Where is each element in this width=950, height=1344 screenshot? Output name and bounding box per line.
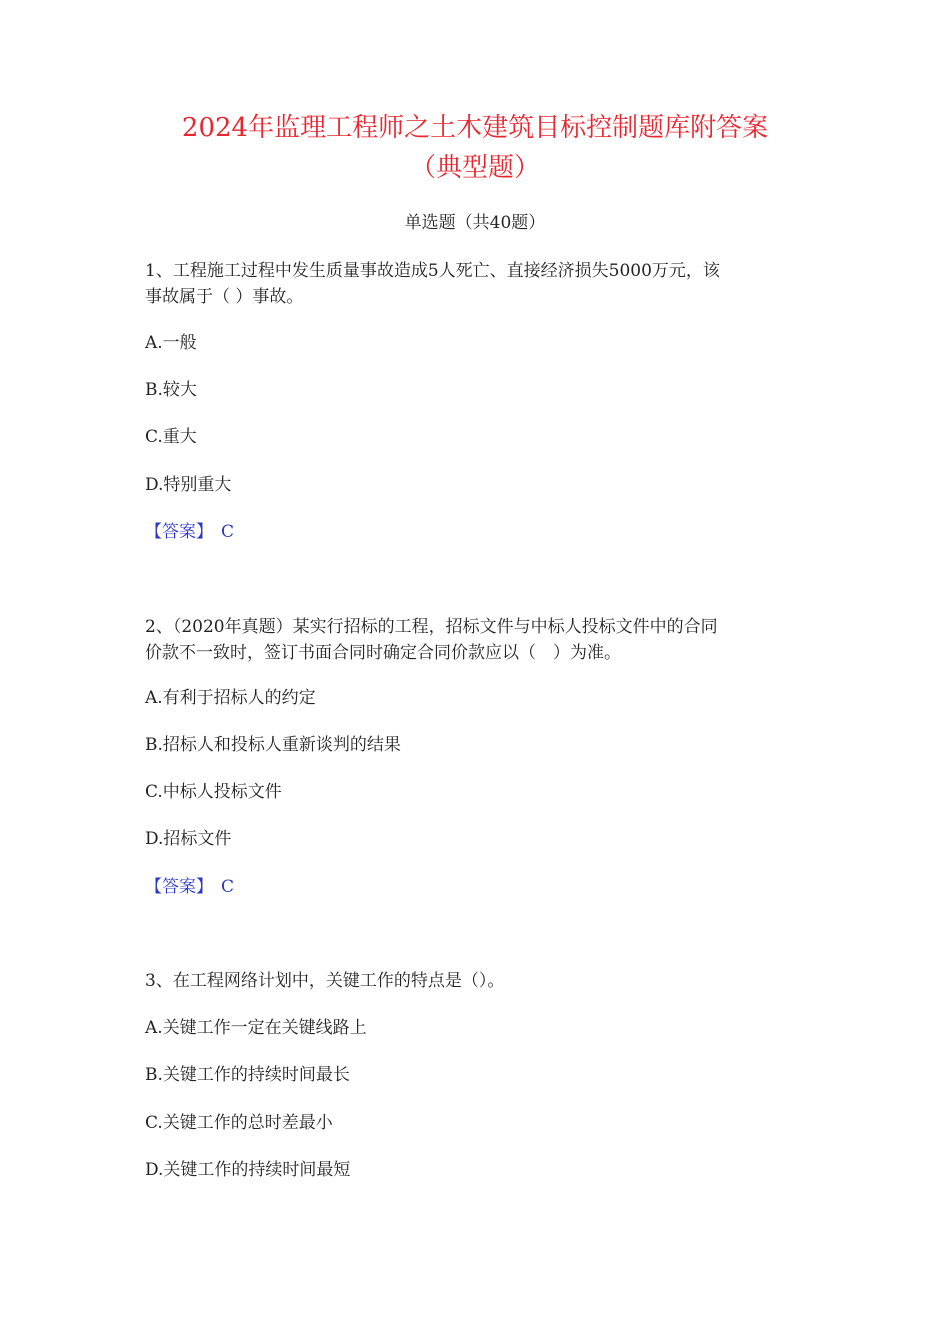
stem-line: 1、工程施工过程中发生质量事故造成5人死亡、直接经济损失5000万元，该: [145, 261, 720, 281]
stem-line: 事故属于（ ）事故。: [145, 287, 304, 307]
option-d: D.关键工作的持续时间最短: [145, 1160, 351, 1180]
question-stem: [145, 614, 810, 666]
question-2: [145, 614, 810, 666]
option-c: C.关键工作的总时差最小: [145, 1113, 333, 1133]
title-line-1: 2024年监理工程师之土木建筑目标控制题库附答案: [181, 113, 769, 143]
stem-line: 3、在工程网络计划中，关键工作的特点是（）。: [145, 971, 505, 991]
section-header: 单选题（共40题）: [404, 213, 546, 233]
question-1: [145, 258, 810, 310]
option-c: C.重大: [145, 427, 197, 447]
option-b: B.较大: [145, 380, 197, 400]
option-d: D.特别重大: [145, 475, 232, 495]
option-a: A.有利于招标人的约定: [145, 688, 316, 708]
question-stem: [145, 258, 810, 310]
answer-label: 【答案】: [145, 522, 213, 542]
stem-line: 价款不一致时，签订书面合同时确定合同价款应以（ ）为准。: [145, 643, 621, 663]
answer-value: C: [221, 877, 235, 897]
option-a: A.关键工作一定在关键线路上: [145, 1018, 367, 1038]
answer-value: C: [221, 522, 235, 542]
option-a: A.一般: [145, 333, 197, 353]
document-title: [100, 108, 850, 188]
option-c: C.中标人投标文件: [145, 782, 282, 802]
question-3: [145, 968, 810, 994]
question-stem: [145, 968, 810, 994]
option-b: B.关键工作的持续时间最长: [145, 1065, 350, 1085]
option-b: B.招标人和投标人重新谈判的结果: [145, 735, 401, 755]
answer: [145, 519, 810, 545]
title-line-2: （典型题）: [409, 153, 540, 183]
answer-label: 【答案】: [145, 877, 213, 897]
option-d: D.招标文件: [145, 829, 232, 849]
stem-line: 2、（2020年真题）某实行招标的工程，招标文件与中标人投标文件中的合同: [145, 617, 718, 637]
answer: [145, 874, 810, 900]
